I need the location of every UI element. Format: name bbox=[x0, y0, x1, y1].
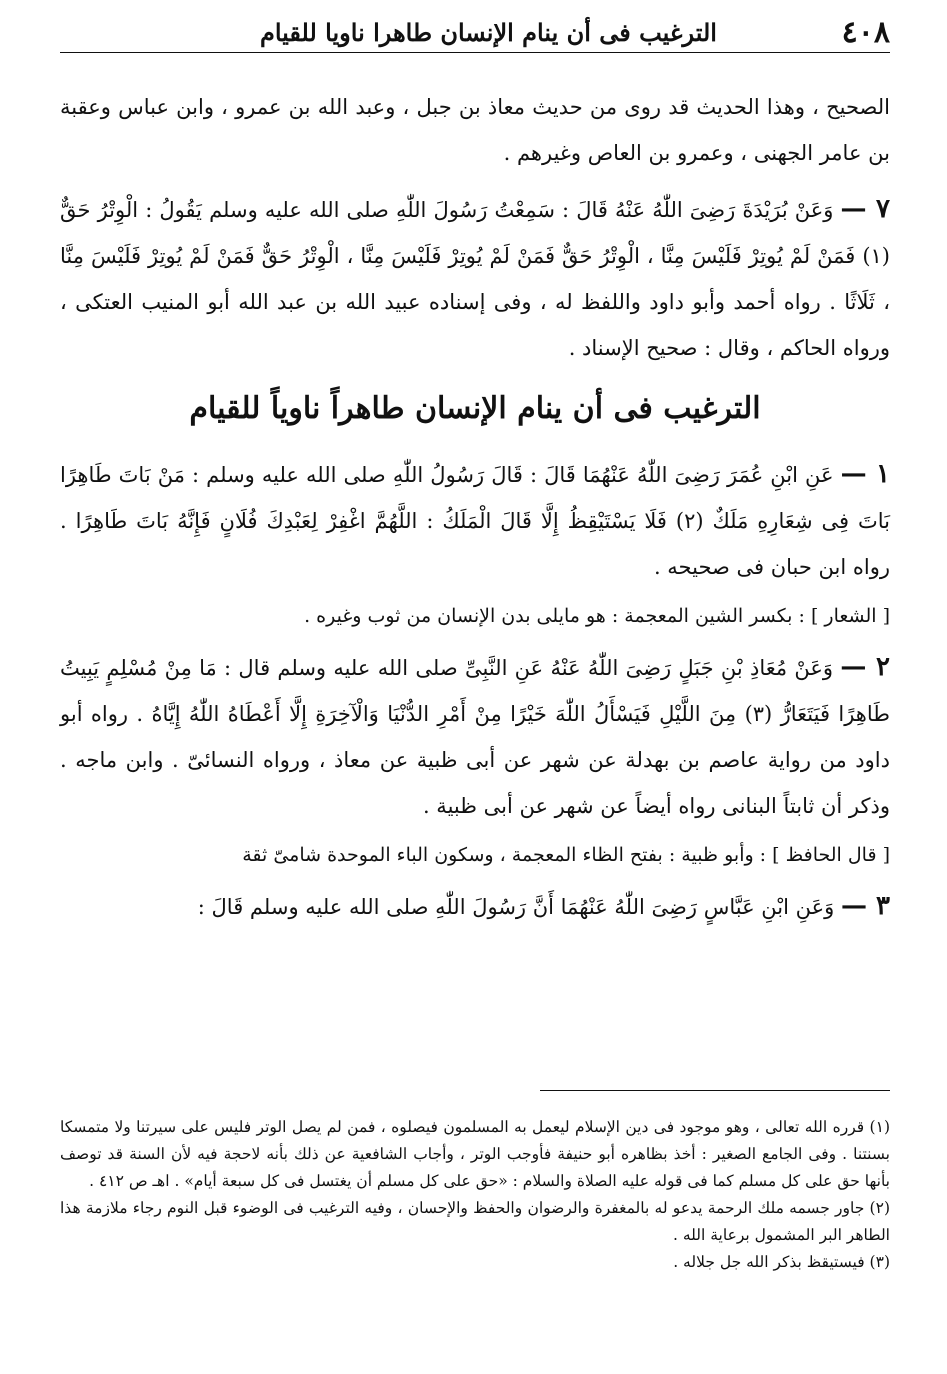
hadith-number: ٣ — bbox=[840, 891, 890, 921]
gloss-abu-zabya: [ قال الحافظ ] : وأبو ظبية : بفتح الظاء المعجمة ، وسكون الباء الموحدة شامىّ ثقة bbox=[242, 844, 890, 866]
footnote-separator bbox=[540, 1090, 890, 1091]
main-text bbox=[60, 84, 890, 936]
hadith-7 bbox=[60, 186, 890, 371]
hadith-text: وَعَنْ بُرَيْدَةَ رَضِىَ اللّٰهُ عَنْهُ قَالَ : سَمِعْتُ رَسُولَ اللّٰهِ صلى الله عليه وسلم يَقُولُ : الْوِتْرُ حَقٌّ (١) فَمَنْ لَمْ يُوتِرْ فَلَيْسَ مِنَّا ، الْوِتْرُ حَقٌّ فَمَنْ لَمْ يُوتِرْ فَلَيْسَ مِنَّا ، الْوِتْرُ حَقٌّ فَمَنْ لَمْ يُوتِرْ فَلَيْسَ مِنَّا ، ثَلَاثًا . رواه أحمد وأبو داود واللفظ له ، وفى إسناده عبيد الله بن عبد الله أبو المنيب العتكى ، ورواه الحاكم ، وقال : صحيح الإسناد . bbox=[60, 198, 890, 360]
running-header bbox=[60, 14, 890, 50]
footnotes bbox=[60, 1114, 890, 1276]
hadith-1 bbox=[60, 451, 890, 590]
hadith-number: ١ — bbox=[840, 459, 890, 489]
hadith-number: ٧ — bbox=[840, 194, 890, 224]
hadith-number: ٢ — bbox=[840, 652, 890, 682]
hadith-text: وَعَنْ مُعَاذِ بْنِ جَبَلٍ رَضِىَ اللّٰهُ عَنْهُ عَنِ النَّبِىِّ صلى الله عليه وسلم قال : مَا مِنْ مُسْلِمٍ يَبِيتُ طَاهِرًا فَيَتَعَارُّ (٣) مِنَ اللَّيْلِ فَيَسْأَلُ اللّٰهَ خَيْرًا مِنْ أَمْرِ الدُّنْيَا وَالْآخِرَةِ إِلَّا أَعْطَاهُ اللّٰهُ إِيَّاهُ . رواه أبو داود من رواية عاصم بن بهدلة عن شهر عن أبى ظبية عن معاذ ، ورواه النسائىّ . وابن ماجه . وذكر أن ثابتاً البنانى رواه أيضاً عن شهر عن أبى ظبية . bbox=[60, 656, 890, 818]
book-page bbox=[60, 0, 890, 1374]
footnote-2: (٢) جاور جسمه ملك الرحمة يدعو له بالمغفرة والرضوان والحفظ والإحسان ، وفيه الترغيب فى الوضوء قبل النوم رجاء ملازمة هذا الطاهر البر المشمول برعاية الله . bbox=[60, 1199, 890, 1244]
gloss-shiaar: [ الشعار ] : بكسر الشين المعجمة : هو مايلى بدن الإنسان من ثوب وغيره . bbox=[304, 605, 890, 627]
header-rule bbox=[60, 52, 890, 53]
footnote-3: (٣) فيستيقظ بذكر الله جل جلاله . bbox=[673, 1253, 890, 1271]
hadith-3 bbox=[60, 883, 890, 930]
hadith-text: وَعَنِ ابْنِ عَبَّاسٍ رَضِىَ اللّٰهُ عَنْهُمَا أَنَّ رَسُولَ اللّٰهِ صلى الله عليه وسلم قَالَ : bbox=[197, 895, 835, 919]
hadith-text: عَنِ ابْنِ عُمَرَ رَضِىَ اللّٰهُ عَنْهُمَا قَالَ : قَالَ رَسُولُ اللّٰهِ صلى الله عليه وسلم : مَنْ بَاتَ طَاهِرًا بَاتَ فِى شِعَارِهِ مَلَكٌ (٢) فَلَا يَسْتَيْقِظُ إِلَّا قَالَ الْمَلَكُ : اللَّهُمَّ اغْفِرْ لِعَبْدِكَ فُلَانٍ فَإِنَّهُ بَاتَ طَاهِرًا . رواه ابن حبان فى صحيحه . bbox=[60, 463, 890, 579]
page-number: ٤٠٨ bbox=[841, 14, 890, 50]
intro-paragraph: الصحيح ، وهذا الحديث قد روى من حديث معاذ بن جبل ، وعبد الله بن عمرو ، وابن عباس وعقبة بن عامر الجهنى ، وعمرو بن العاص وغيرهم . bbox=[60, 95, 890, 165]
running-title: الترغيب فى أن ينام الإنسان طاهرا ناويا للقيام bbox=[260, 17, 717, 47]
footnote-1: (١) قرره الله تعالى ، وهو موجود فى دين الإسلام ليعمل به المسلمون فيصلوه ، فمن لم يصل الوتر فليس على سيرتنا ولا متمسكا بسنتنا . وفى الجامع الصغير : أخذ بظاهره أبو حنيفة فأوجب الوتر ، وأجاب الشافعية عن ذلك بأنه لاحجة فيه لأن السنة قد توصف بأنها حق على كل مسلم كما فى قوله عليه الصلاة والسلام : «حق على كل مسلم أن يغتسل فى كل سبعة أيام» . اهـ ص ٤١٢ . bbox=[60, 1118, 890, 1190]
section-heading: الترغيب فى أن ينام الإنسان طاهراً ناوياً للقيام bbox=[189, 391, 761, 426]
hadith-2 bbox=[60, 644, 890, 829]
